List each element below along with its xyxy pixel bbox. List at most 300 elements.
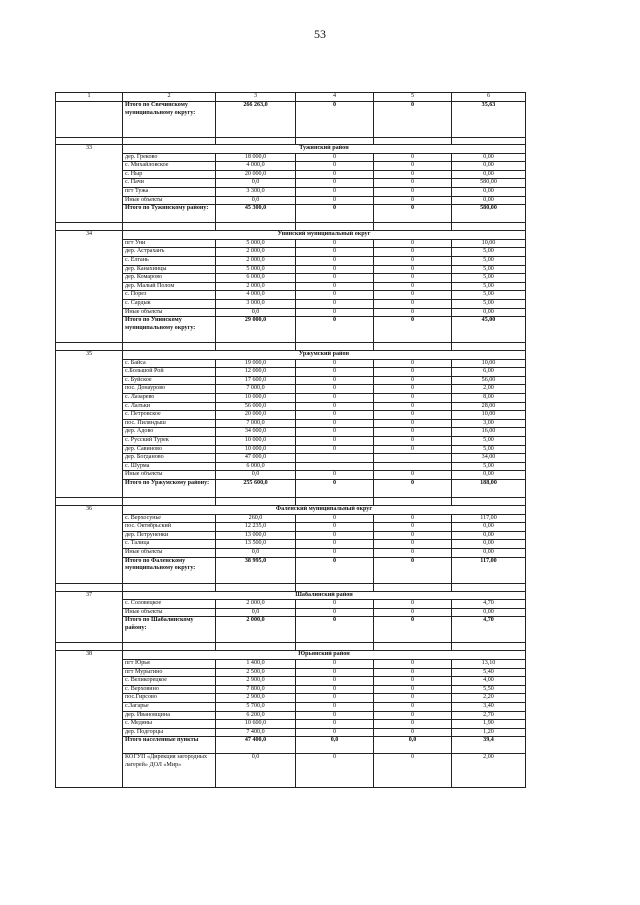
table-row: [56, 368, 526, 377]
value-cell: 5,50: [452, 685, 526, 694]
value-cell: 3,40: [452, 702, 526, 711]
table-row: [56, 239, 526, 248]
subtotal-label: Итого населенные пункты: [123, 737, 216, 754]
value-cell: 0: [374, 668, 452, 677]
value-cell: 0: [296, 445, 374, 454]
table-row: [56, 179, 526, 188]
settlement-name: дер. Ивановщина: [123, 711, 216, 720]
section-total-value: 0: [374, 205, 452, 223]
table-row: [56, 385, 526, 394]
table-row: [56, 402, 526, 411]
section-title-row: [56, 351, 526, 360]
table-row: [56, 471, 526, 480]
settlement-name: с. Елгань: [123, 256, 216, 265]
empty-cell: [374, 343, 452, 351]
section-title: Тужинский район: [123, 145, 526, 154]
section-number: 34: [56, 231, 123, 343]
value-cell: 0: [296, 274, 374, 283]
value-cell: 6 000,0: [216, 462, 296, 471]
spacer-row: [56, 583, 526, 591]
settlement-name: пгт Мурыгино: [123, 668, 216, 677]
settlement-name: с. Байса: [123, 359, 216, 368]
value-cell: 6 000,0: [216, 274, 296, 283]
settlement-name: с. Пачи: [123, 179, 216, 188]
value-cell: 6 200,0: [216, 711, 296, 720]
empty-cell: [216, 223, 296, 231]
section-total-label: Итого по Шабалинскому району:: [123, 617, 216, 643]
value-cell: 0,00: [452, 540, 526, 549]
value-cell: 10 600,0: [216, 720, 296, 729]
empty-cell: [296, 223, 374, 231]
value-cell: 0: [374, 239, 452, 248]
header-cell: 2: [123, 93, 216, 102]
value-cell: 0: [296, 600, 374, 609]
extra-label: КОГУП «Дирекция загородных лагерей» ДОЛ «Мир»: [123, 754, 216, 788]
value-cell: 0: [374, 540, 452, 549]
value-cell: 0: [374, 685, 452, 694]
table-row: [56, 711, 526, 720]
value-cell: 12 235,0: [216, 523, 296, 532]
table-row: [56, 659, 526, 668]
empty-cell: [374, 223, 452, 231]
value-cell: 260,0: [216, 514, 296, 523]
table-row: [56, 394, 526, 403]
section-title: Уржумский район: [123, 351, 526, 360]
spacer-row: [56, 343, 526, 351]
value-cell: 0: [374, 728, 452, 737]
value-cell: 0: [374, 196, 452, 205]
value-cell: 5,00: [452, 256, 526, 265]
value-cell: 0: [296, 196, 374, 205]
value-cell: [296, 454, 374, 463]
subtotal-value: 39,4: [452, 737, 526, 754]
value-cell: 0: [296, 720, 374, 729]
empty-cell: [374, 498, 452, 506]
section-title: Унинский муниципальный округ: [123, 231, 526, 240]
value-cell: 0: [296, 282, 374, 291]
settlement-name: с. Лалъки: [123, 402, 216, 411]
settlement-name: с. Великорецкое: [123, 677, 216, 686]
value-cell: 0: [374, 179, 452, 188]
table-row: [56, 548, 526, 557]
settlement-name: Иные объекты: [123, 308, 216, 317]
value-cell: 0: [374, 274, 452, 283]
table-row: [56, 514, 526, 523]
table-row: [56, 677, 526, 686]
value-cell: 10 000,0: [216, 437, 296, 446]
value-cell: 0: [296, 385, 374, 394]
empty-cell: [296, 498, 374, 506]
total-value: 266 263,0: [216, 102, 296, 138]
empty-cell: [452, 643, 526, 651]
table-row: [56, 454, 526, 463]
table-row: [56, 608, 526, 617]
settlement-name: с. Верховино: [123, 685, 216, 694]
section-total-value: 45,00: [452, 317, 526, 343]
value-cell: 5,00: [452, 462, 526, 471]
value-cell: 10,00: [452, 239, 526, 248]
settlement-name: пос.Гирсово: [123, 694, 216, 703]
table-row: [56, 523, 526, 532]
header-cell: 3: [216, 93, 296, 102]
settlement-name: дер. Адово: [123, 428, 216, 437]
section-total-value: 0: [296, 317, 374, 343]
section-total-value: 188,00: [452, 480, 526, 498]
value-cell: 56 000,0: [216, 402, 296, 411]
settlement-name: пос. Пиляндыш: [123, 419, 216, 428]
value-cell: 5,00: [452, 299, 526, 308]
section-total-row: [56, 480, 526, 498]
settlement-name: с. Лазарево: [123, 394, 216, 403]
empty-cell: [56, 583, 123, 591]
section-total-value: 0: [296, 480, 374, 498]
empty-cell: [123, 343, 216, 351]
empty-cell: [123, 223, 216, 231]
empty-cell: [216, 138, 296, 145]
empty-cell: [216, 343, 296, 351]
value-cell: 5,40: [452, 668, 526, 677]
value-cell: 2 000,0: [216, 600, 296, 609]
section-total-row: [56, 557, 526, 583]
value-cell: 0: [374, 308, 452, 317]
value-cell: 2,70: [452, 711, 526, 720]
value-cell: 2 500,0: [216, 668, 296, 677]
table-row: [56, 531, 526, 540]
table-row: [56, 728, 526, 737]
value-cell: 0: [296, 419, 374, 428]
section-total-value: 117,00: [452, 557, 526, 583]
settlement-name: дер. Богданово: [123, 454, 216, 463]
settlement-name: с. Талица: [123, 540, 216, 549]
table-row: [56, 187, 526, 196]
table-row: [56, 540, 526, 549]
extra-value: 2,00: [452, 754, 526, 788]
value-cell: 5 000,0: [216, 265, 296, 274]
value-cell: 0: [296, 437, 374, 446]
empty-cell: [452, 498, 526, 506]
value-cell: 0: [296, 531, 374, 540]
value-cell: 0: [374, 291, 452, 300]
table-row: [56, 462, 526, 471]
value-cell: 0,00: [452, 153, 526, 162]
value-cell: 7 800,0: [216, 685, 296, 694]
header-cell: 5: [374, 93, 452, 102]
section-total-value: 0: [296, 617, 374, 643]
section-title: Юрьянский район: [123, 651, 526, 660]
value-cell: 0: [296, 394, 374, 403]
settlement-name: дер. Петруненки: [123, 531, 216, 540]
table-row: [56, 720, 526, 729]
section-total-value: 45 300,0: [216, 205, 296, 223]
value-cell: 0: [374, 385, 452, 394]
value-cell: 0: [296, 265, 374, 274]
value-cell: 0: [374, 265, 452, 274]
table-row: [56, 437, 526, 446]
total-value: 35,63: [452, 102, 526, 138]
value-cell: 0: [296, 256, 374, 265]
number-cell: [56, 102, 123, 138]
value-cell: 0: [374, 248, 452, 257]
value-cell: 580,00: [452, 179, 526, 188]
section-number: 36: [56, 506, 123, 584]
value-cell: 0: [296, 402, 374, 411]
value-cell: 10,00: [452, 359, 526, 368]
section-total-row: [56, 617, 526, 643]
value-cell: 0: [374, 376, 452, 385]
total-label: Итого по Свечинскому муниципальному округу:: [123, 102, 216, 138]
table-row: [56, 248, 526, 257]
value-cell: 0: [296, 291, 374, 300]
section-total-value: 0: [374, 317, 452, 343]
settlement-name: с. Русский Турек: [123, 437, 216, 446]
value-cell: 0: [374, 394, 452, 403]
section-number: 37: [56, 591, 123, 643]
value-cell: 0: [296, 702, 374, 711]
value-cell: 3 000,0: [216, 299, 296, 308]
value-cell: 13 000,0: [216, 531, 296, 540]
value-cell: 0: [296, 540, 374, 549]
value-cell: 0: [374, 170, 452, 179]
value-cell: 7 000,0: [216, 385, 296, 394]
value-cell: 34 000,0: [216, 428, 296, 437]
value-cell: 20 000,0: [216, 170, 296, 179]
value-cell: 0: [296, 608, 374, 617]
section-total-label: Итого по Унинскому муниципальному округу:: [123, 317, 216, 343]
empty-cell: [452, 138, 526, 145]
section-title: Фаленский муниципальный округ: [123, 506, 526, 515]
value-cell: 5,00: [452, 248, 526, 257]
table-row: [56, 196, 526, 205]
value-cell: 7 000,0: [216, 419, 296, 428]
value-cell: 0: [374, 153, 452, 162]
value-cell: 0: [296, 239, 374, 248]
table-header-row: [56, 93, 526, 102]
settlement-name: дер. Канахинцы: [123, 265, 216, 274]
value-cell: 2,20: [452, 694, 526, 703]
value-cell: 0: [296, 359, 374, 368]
value-cell: 0: [296, 187, 374, 196]
value-cell: 0: [296, 308, 374, 317]
value-cell: 0: [296, 685, 374, 694]
empty-cell: [123, 138, 216, 145]
table-row: [56, 419, 526, 428]
value-cell: 117,00: [452, 514, 526, 523]
value-cell: 2 000,0: [216, 282, 296, 291]
extra-value: 0,0: [216, 754, 296, 788]
table-row: [56, 376, 526, 385]
value-cell: 0: [374, 600, 452, 609]
value-cell: 16,00: [452, 428, 526, 437]
settlement-name: с.Загарье: [123, 702, 216, 711]
empty-cell: [296, 138, 374, 145]
value-cell: 0: [296, 428, 374, 437]
header-cell: 4: [296, 93, 374, 102]
value-cell: 0: [296, 523, 374, 532]
section-total-value: 0: [374, 480, 452, 498]
section-number: 35: [56, 351, 123, 498]
settlement-name: с. Ныр: [123, 170, 216, 179]
value-cell: 0: [296, 659, 374, 668]
value-cell: 0,00: [452, 548, 526, 557]
value-cell: 17 600,0: [216, 376, 296, 385]
total-row: [56, 102, 526, 138]
value-cell: 0: [374, 359, 452, 368]
value-cell: 0,00: [452, 471, 526, 480]
value-cell: 0,00: [452, 523, 526, 532]
empty-cell: [123, 498, 216, 506]
value-cell: 5,00: [452, 291, 526, 300]
value-cell: 12 000,0: [216, 368, 296, 377]
section-total-value: 4,70: [452, 617, 526, 643]
table-row: [56, 600, 526, 609]
settlement-name: с. Петровское: [123, 411, 216, 420]
table-row: [56, 411, 526, 420]
settlement-name: дер. Подгорцы: [123, 728, 216, 737]
value-cell: 0: [296, 694, 374, 703]
value-cell: [374, 462, 452, 471]
spacer-row: [56, 138, 526, 145]
value-cell: 8,00: [452, 394, 526, 403]
value-cell: 5,00: [452, 265, 526, 274]
value-cell: 0: [374, 162, 452, 171]
section-title-row: [56, 651, 526, 660]
subtotal-value: 0,0: [374, 737, 452, 754]
section-total-label: Итого по Фаленскому муниципальному округу:: [123, 557, 216, 583]
empty-cell: [56, 643, 123, 651]
subtotal-row: [56, 737, 526, 754]
value-cell: 0: [296, 471, 374, 480]
empty-cell: [452, 343, 526, 351]
empty-cell: [56, 138, 123, 145]
empty-cell: [374, 138, 452, 145]
value-cell: 0: [374, 720, 452, 729]
section-total-value: 0: [374, 557, 452, 583]
value-cell: 5 000,0: [216, 239, 296, 248]
empty-cell: [216, 583, 296, 591]
value-cell: 4,70: [452, 600, 526, 609]
value-cell: 0,00: [452, 196, 526, 205]
value-cell: 0: [374, 368, 452, 377]
section-title-row: [56, 231, 526, 240]
table-row: [56, 428, 526, 437]
value-cell: 4 000,0: [216, 162, 296, 171]
table-row: [56, 256, 526, 265]
section-title-row: [56, 591, 526, 600]
value-cell: 0: [374, 428, 452, 437]
value-cell: 56,00: [452, 376, 526, 385]
value-cell: 0: [374, 531, 452, 540]
empty-cell: [123, 583, 216, 591]
value-cell: 19 000,0: [216, 359, 296, 368]
value-cell: 6,00: [452, 368, 526, 377]
value-cell: 0: [374, 608, 452, 617]
total-value: 0: [296, 102, 374, 138]
table-row: [56, 308, 526, 317]
settlement-name: с. Сардык: [123, 299, 216, 308]
value-cell: 0: [296, 548, 374, 557]
value-cell: 0: [374, 548, 452, 557]
value-cell: 34,00: [452, 454, 526, 463]
value-cell: 10,00: [452, 411, 526, 420]
value-cell: 0,00: [452, 170, 526, 179]
value-cell: 2,00: [452, 385, 526, 394]
value-cell: 5 700,0: [216, 702, 296, 711]
section-total-value: 38 995,0: [216, 557, 296, 583]
extra-row: [56, 754, 526, 788]
value-cell: 2 900,0: [216, 677, 296, 686]
value-cell: 0,0: [216, 179, 296, 188]
empty-cell: [216, 643, 296, 651]
value-cell: 0: [374, 187, 452, 196]
settlement-name: дер. Астраханъ: [123, 248, 216, 257]
section-total-value: 0: [374, 617, 452, 643]
value-cell: 2 000,0: [216, 248, 296, 257]
empty-cell: [56, 498, 123, 506]
subtotal-value: 0,0: [296, 737, 374, 754]
value-cell: 5,00: [452, 274, 526, 283]
settlement-name: с. Михайловское: [123, 162, 216, 171]
value-cell: 0: [296, 170, 374, 179]
value-cell: 5,00: [452, 437, 526, 446]
value-cell: 0: [374, 256, 452, 265]
value-cell: 0: [296, 162, 374, 171]
empty-cell: [296, 643, 374, 651]
value-cell: 0,0: [216, 196, 296, 205]
spacer-row: [56, 223, 526, 231]
settlement-name: с. Буйское: [123, 376, 216, 385]
empty-cell: [296, 343, 374, 351]
budget-table: [55, 92, 526, 788]
empty-cell: [452, 583, 526, 591]
settlement-name: с. Соловецкое: [123, 600, 216, 609]
spacer-row: [56, 643, 526, 651]
value-cell: 0: [296, 514, 374, 523]
settlement-name: с.Большой Рой: [123, 368, 216, 377]
value-cell: 0,0: [216, 471, 296, 480]
subtotal-value: 47 400,0: [216, 737, 296, 754]
value-cell: 0: [374, 711, 452, 720]
value-cell: 0: [374, 411, 452, 420]
value-cell: 4 000,0: [216, 291, 296, 300]
extra-value: 0: [374, 754, 452, 788]
value-cell: 0: [296, 376, 374, 385]
value-cell: 0,0: [216, 608, 296, 617]
section-total-value: 580,00: [452, 205, 526, 223]
value-cell: 0: [296, 248, 374, 257]
value-cell: 13,10: [452, 659, 526, 668]
value-cell: 0: [296, 668, 374, 677]
value-cell: 10 000,0: [216, 394, 296, 403]
settlement-name: Иные объекты: [123, 608, 216, 617]
table-row: [56, 265, 526, 274]
value-cell: 1,90: [452, 720, 526, 729]
value-cell: 0: [296, 299, 374, 308]
extra-value: 0: [296, 754, 374, 788]
value-cell: 0: [374, 523, 452, 532]
empty-cell: [452, 223, 526, 231]
section-total-value: 2 000,0: [216, 617, 296, 643]
value-cell: 5,00: [452, 445, 526, 454]
settlement-name: пгт Юрья: [123, 659, 216, 668]
table-row: [56, 445, 526, 454]
table-row: [56, 359, 526, 368]
value-cell: 0,0: [216, 548, 296, 557]
value-cell: 2 900,0: [216, 694, 296, 703]
value-cell: 0,00: [452, 531, 526, 540]
value-cell: 0: [374, 299, 452, 308]
value-cell: 1,20: [452, 728, 526, 737]
value-cell: 0: [296, 179, 374, 188]
